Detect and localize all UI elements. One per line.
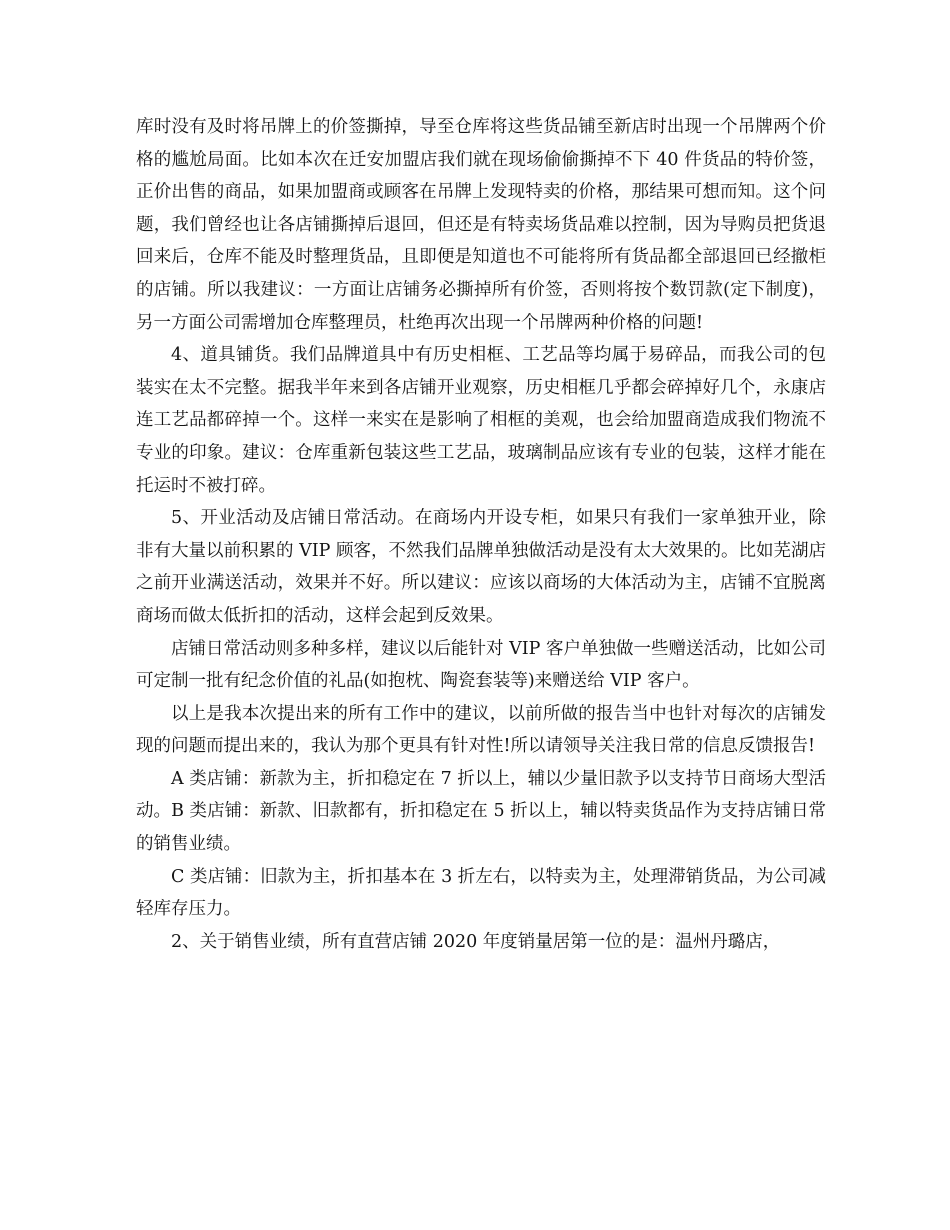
paragraph-summary: 以上是我本次提出来的所有工作中的建议，以前所做的报告当中也针对每次的店铺发现的问题而提出来的，我认为那个更具有针对性!所以请领导关注我日常的信息反馈报告! <box>136 703 826 757</box>
paragraph-price-tag-issue: 库时没有及时将吊牌上的价签撕掉，导至仓库将这些货品铺至新店时出现一个吊牌两个价格的尴尬局面。比如本次在迁安加盟店我们就在现场偷偷撕掉不下 40 件货品的特价签，正价出售的商品，如果加盟商或顾客在吊牌上发现特卖的价格，那结果可想而知。这个问题，我们曾经也让各店铺撕掉后退回，但还是有特卖场货品难以控制，因为导购员把货退回来后，仓库不能及时整理货品，且即便是知道也不可能将所有货品都全部退回已经撤柜的店铺。所以我建议：一方面让店铺务必撕掉所有价签，否则将按个数罚款(定下制度)，另一方面公司需增加仓库整理员，杜绝再次出现一个吊牌两种价格的问题! <box>136 117 826 333</box>
paragraph-daily-activities: 店铺日常活动则多种多样，建议以后能针对 VIP 客户单独做一些赠送活动，比如公司可定制一批有纪念价值的礼品(如抱枕、陶瓷套装等)来赠送给 VIP 客户。 <box>136 638 826 692</box>
paragraph-store-class-c: C 类店铺：旧款为主，折扣基本在 3 折左右，以特卖为主，处理滞销货品，为公司减轻库存压力。 <box>136 866 826 920</box>
paragraph-opening-activities: 5、开业活动及店铺日常活动。在商场内开设专柜，如果只有我们一家单独开业，除非有大量以前积累的 VIP 顾客，不然我们品牌单独做活动是没有太大效果的。比如芜湖店之前开业满送活动，效果并不好。所以建议：应该以商场的大体活动为主，店铺不宜脱离商场而做太低折扣的活动，这样会起到反效果。 <box>136 508 826 626</box>
document-body <box>136 111 826 958</box>
paragraph-props-shipping: 4、道具铺货。我们品牌道具中有历史相框、工艺品等均属于易碎品，而我公司的包装实在太不完整。据我半年来到各店铺开业观察，历史相框几乎都会碎掉好几个，永康店连工艺品都碎掉一个。这样一来实在是影响了相框的美观，也会给加盟商造成我们物流不专业的印象。建议：仓库重新包装这些工艺品，玻璃制品应该有专业的包装，这样才能在托运时不被打碎。 <box>136 345 826 496</box>
paragraph-store-class-ab: A 类店铺：新款为主，折扣稳定在 7 折以上，辅以少量旧款予以支持节日商场大型活动。B 类店铺：新款、旧款都有，折扣稳定在 5 折以上，辅以特卖货品作为支持店铺日常的销售业绩。 <box>136 768 826 855</box>
paragraph-sales-performance: 2、关于销售业绩，所有直营店铺 2020 年度销量居第一位的是：温州丹璐店， <box>171 931 781 952</box>
